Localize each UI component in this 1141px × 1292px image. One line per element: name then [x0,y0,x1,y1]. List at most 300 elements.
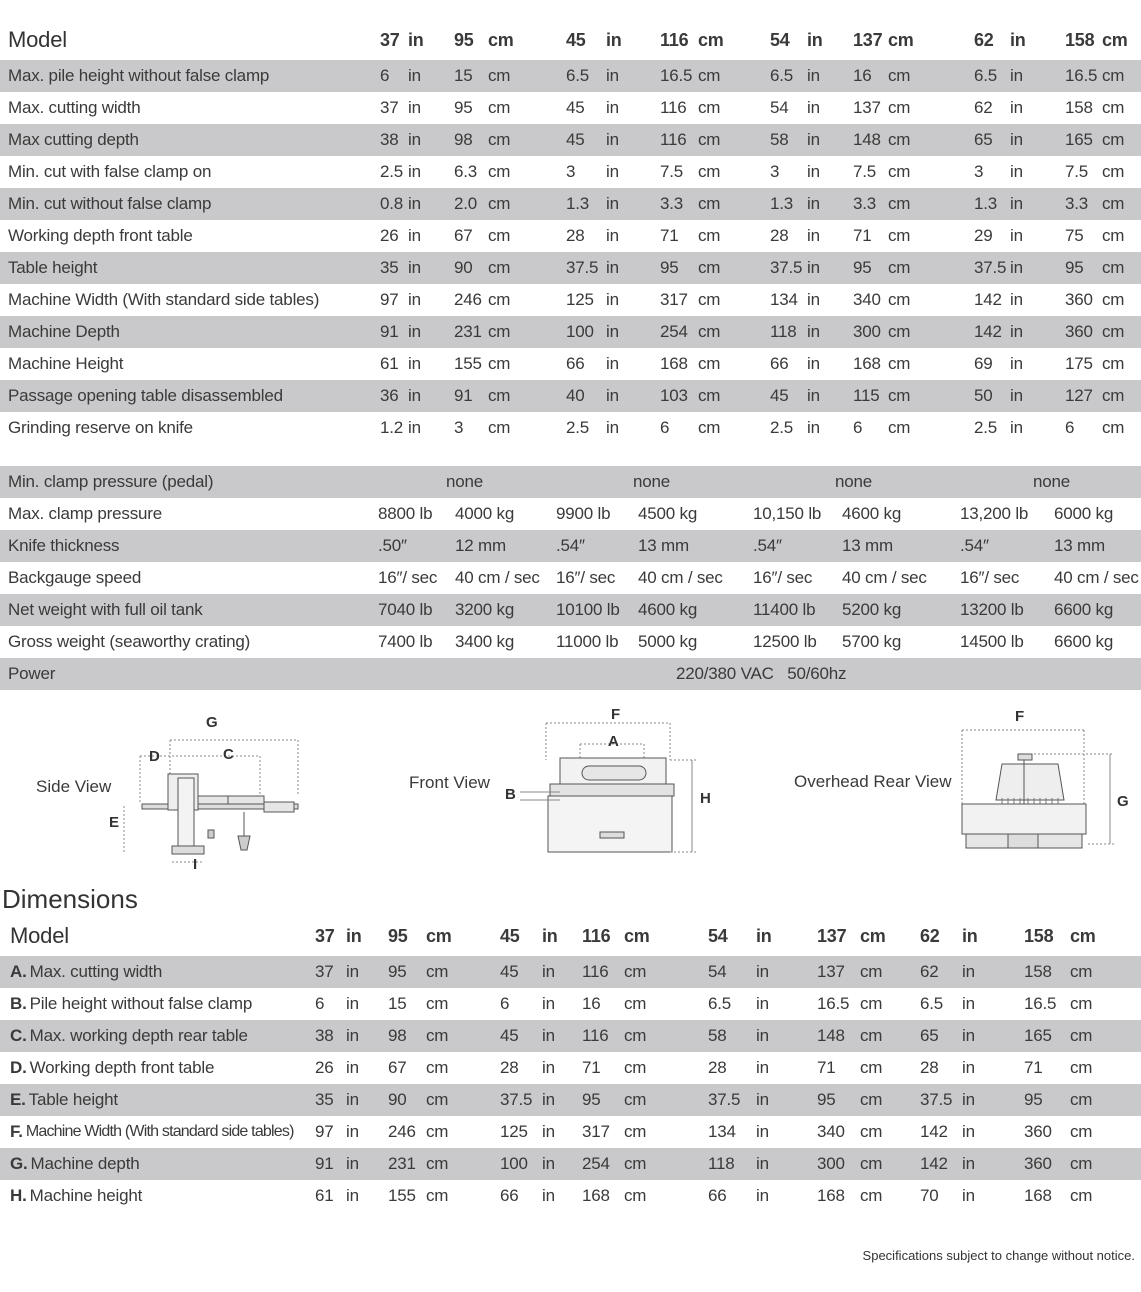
unit-in: in [807,386,820,405]
unit-cm: cm [698,290,721,309]
clamp-min-row [0,466,1141,498]
unit-cm: cm [1070,1058,1093,1077]
row-label: Min. clamp pressure (pedal) [8,472,214,491]
rear-view-label: Overhead Rear View [794,772,952,791]
spec-row [0,60,1141,92]
row-label: Max cutting depth [8,130,139,149]
row-label: Machine Height [8,354,124,373]
unit-in: in [807,226,820,245]
value-cm: 231 [454,322,482,341]
unit-cm: cm [1102,258,1125,277]
value-imperial: .54″ [556,536,585,555]
value-cm: 116 [582,962,609,981]
value-in: 29 [974,226,993,245]
unit-cm: cm [1070,1122,1093,1141]
unit-cm: cm [426,1122,449,1141]
rear-view-drawing [958,726,1118,852]
unit-in: in [1010,258,1023,277]
unit-in: in [606,162,619,181]
value-in: 2.5 [770,418,794,437]
value-cm: 71 [582,1058,601,1077]
value-in: 0.8 [380,194,404,213]
value-in: 35 [315,1090,334,1109]
value-imperial: 10100 lb [556,600,620,619]
unit-cm: cm [698,258,721,277]
value-cm: 116 [660,98,687,117]
unit-cm: cm [888,29,914,50]
value-cm: 158 [1065,98,1093,117]
value-cm: 90 [454,258,473,277]
value-in: 66 [500,1186,519,1205]
unit-in: in [962,1026,975,1045]
value-in: 6 [380,66,390,85]
value-cm: 300 [817,1154,845,1173]
value-in: 65 [920,1026,939,1045]
value-cm: 148 [817,1026,845,1045]
unit-cm: cm [426,925,452,946]
row-label: Gross weight (seaworthy crating) [8,632,251,651]
value-in: 125 [566,290,594,309]
unit-cm: cm [860,994,883,1013]
value-cm: 16 [582,994,601,1013]
unit-cm: cm [860,925,886,946]
unit-in: in [807,194,820,213]
value-in: 1.3 [566,194,590,213]
value-cm: 137 [817,962,845,981]
side-letter-e: E [109,814,120,831]
unit-cm: cm [426,1058,449,1077]
unit-in: in [542,962,555,981]
dimension-letter: E. [10,1090,26,1109]
value-in: 37.5 [770,258,803,277]
unit-cm: cm [698,386,721,405]
value-cm: 16.5 [660,66,693,85]
value-cm: 6 [853,418,863,437]
unit-cm: cm [426,1090,449,1109]
dimension-row [0,988,1141,1020]
value-in: 3 [974,162,984,181]
value-in: 6.5 [566,66,590,85]
unit-in: in [606,354,619,373]
value-cm: 95 [853,258,872,277]
spec2-row [0,562,1141,594]
value-in: 37.5 [920,1090,953,1109]
unit-in: in [408,130,421,149]
value-metric: 13 mm [842,536,893,555]
unit-in: in [807,258,820,277]
value-in: 2.5 [566,418,590,437]
dimension-letter: H. [10,1186,27,1205]
row-label: Max. pile height without false clamp [8,66,270,85]
unit-in: in [1010,194,1023,213]
unit-cm: cm [888,66,911,85]
unit-in: in [542,1154,555,1173]
value-in: 3 [770,162,780,181]
unit-cm: cm [860,1186,883,1205]
value-in: 50 [974,386,993,405]
unit-in: in [807,98,820,117]
unit-cm: cm [698,130,721,149]
value-in: 45 [566,98,585,117]
specs2-table [0,466,1141,690]
row-label: Min. cut with false clamp on [8,162,212,181]
value-cm: 3.3 [1065,194,1089,213]
unit-cm: cm [888,418,911,437]
unit-cm: cm [488,98,511,117]
unit-cm: cm [1070,1154,1093,1173]
value-cm: 115 [853,386,880,405]
value-in: 142 [920,1122,948,1141]
value-cm: 340 [853,290,881,309]
value-cm: 7.5 [1065,162,1089,181]
unit-in: in [408,29,424,50]
row-label: Min. cut without false clamp [8,194,212,213]
value-imperial: 16″/ sec [960,568,1020,587]
model-1-cm: 95 [454,29,474,50]
value-in: 118 [708,1154,735,1173]
unit-in: in [962,1186,975,1205]
value-cm: 254 [660,322,688,341]
value-imperial: 11000 lb [556,632,619,651]
value-cm: 317 [582,1122,610,1141]
unit-in: in [408,226,421,245]
value-cm: 168 [853,354,881,373]
value-imperial: .50″ [378,536,407,555]
unit-cm: cm [1102,386,1125,405]
unit-in: in [606,322,619,341]
value-cell: none [835,472,873,491]
unit-cm: cm [698,66,721,85]
value-cm: 67 [388,1058,407,1077]
rear-letter-g: G [1117,793,1129,810]
model-3-cm: 137 [817,925,847,946]
unit-cm: cm [1070,962,1093,981]
value-in: 6.5 [920,994,944,1013]
spec-row [0,188,1141,220]
value-imperial: 11400 lb [753,600,816,619]
value-cm: 360 [1065,290,1093,309]
unit-in: in [756,994,769,1013]
unit-cm: cm [888,130,911,149]
unit-cm: cm [488,418,511,437]
unit-cm: cm [1070,925,1096,946]
value-in: 28 [770,226,789,245]
unit-cm: cm [1102,130,1125,149]
unit-cm: cm [860,962,883,981]
front-letter-a: A [608,733,619,750]
front-letter-h: H [700,790,711,807]
value-metric: 12 mm [455,536,506,555]
value-metric: 4600 kg [638,600,698,619]
rear-letter-f: F [1015,708,1025,725]
value-in: 62 [920,962,939,981]
value-cm: 116 [660,130,687,149]
value-in: 45 [500,962,519,981]
value-metric: 6600 kg [1054,632,1114,651]
model-3-in: 54 [708,925,728,946]
value-imperial: 8800 lb [378,504,433,523]
row-label: Power [8,664,56,683]
value-in: 58 [770,130,789,149]
model-2-cm: 116 [582,925,611,946]
model-1-cm: 95 [388,925,408,946]
value-in: 97 [380,290,399,309]
model-3-in: 54 [770,29,790,50]
unit-in: in [606,226,619,245]
value-cm: 16.5 [817,994,850,1013]
unit-cm: cm [426,1154,449,1173]
row-label [10,1084,118,1116]
value-metric: 40 cm / sec [842,568,927,587]
value-in: 97 [315,1122,334,1141]
row-label: Working depth front table [8,226,193,245]
spec-row [0,156,1141,188]
unit-in: in [807,66,820,85]
specs-header-label: Model [8,27,67,52]
row-label: Machine Width (With standard side tables) [8,290,320,309]
unit-in: in [542,1122,555,1141]
row-label [10,1116,294,1148]
value-in: 91 [380,322,399,341]
dimensions-title: Dimensions [2,884,138,914]
value-in: 142 [974,290,1002,309]
value-metric: 4600 kg [842,504,902,523]
value-cm: 360 [1024,1122,1052,1141]
value-metric: 40 cm / sec [638,568,723,587]
value-cm: 90 [388,1090,407,1109]
unit-cm: cm [624,925,650,946]
value-in: 26 [380,226,399,245]
value-cm: 6 [1065,418,1075,437]
model-4-in: 62 [974,29,994,50]
unit-in: in [756,1090,769,1109]
value-cm: 246 [388,1122,416,1141]
unit-cm: cm [1102,322,1125,341]
spec-row [0,252,1141,284]
unit-in: in [807,29,823,50]
model-4-cm: 158 [1024,925,1054,946]
unit-cm: cm [1102,194,1125,213]
value-imperial: 13,200 lb [960,504,1029,523]
value-cm: 95 [388,962,407,981]
value-in: 40 [566,386,585,405]
power-row [0,658,1141,690]
value-in: 61 [315,1186,334,1205]
unit-in: in [807,418,820,437]
unit-in: in [346,994,359,1013]
value-cm: 3.3 [660,194,684,213]
front-letter-b: B [505,786,516,803]
unit-in: in [606,386,619,405]
unit-in: in [408,418,421,437]
unit-in: in [346,1122,359,1141]
value-metric: 40 cm / sec [1054,568,1139,587]
value-in: 45 [500,1026,519,1045]
unit-cm: cm [488,162,511,181]
dimension-label: Max. cutting width [29,962,163,981]
unit-cm: cm [860,1122,883,1141]
value-in: 6.5 [708,994,732,1013]
value-imperial: 7040 lb [378,600,433,619]
row-label [10,1148,139,1180]
value-cm: 15 [454,66,473,85]
dimension-label: Max. working depth rear table [29,1026,248,1045]
value-metric: 13 mm [638,536,689,555]
value-cm: 148 [853,130,881,149]
row-label: Max. cutting width [8,98,141,117]
dimension-letter: F. [10,1122,23,1141]
value-in: 61 [380,354,399,373]
unit-cm: cm [624,1154,647,1173]
dimension-letter: B. [10,994,27,1013]
value-cell: none [1033,472,1071,491]
value-in: 54 [770,98,789,117]
unit-in: in [542,994,555,1013]
side-letter-i: I [193,856,198,873]
unit-in: in [756,1154,769,1173]
specs-table [0,20,1141,444]
unit-cm: cm [860,1026,883,1045]
spec2-row [0,530,1141,562]
value-cm: 103 [660,386,688,405]
power-value: 220/380 VAC 50/60hz [676,664,847,683]
unit-cm: cm [888,226,911,245]
value-in: 1.3 [770,194,794,213]
unit-cm: cm [698,354,721,373]
value-cm: 168 [660,354,688,373]
unit-cm: cm [488,226,511,245]
spec2-row [0,498,1141,530]
unit-in: in [408,386,421,405]
value-in: 37.5 [500,1090,533,1109]
value-imperial: 16″/ sec [556,568,616,587]
value-cm: 95 [454,98,473,117]
value-metric: 5700 kg [842,632,902,651]
value-cm: 231 [388,1154,416,1173]
value-in: 134 [770,290,798,309]
model-4-cm: 158 [1065,29,1095,50]
value-in: 142 [974,322,1002,341]
value-cm: 360 [1024,1154,1052,1173]
unit-cm: cm [1102,418,1125,437]
dimensions-table [0,916,1141,1212]
value-metric: 3200 kg [455,600,515,619]
dimension-letter: G. [10,1154,28,1173]
value-in: 37 [315,962,334,981]
unit-in: in [807,130,820,149]
value-in: 125 [500,1122,528,1141]
unit-cm: cm [488,290,511,309]
value-cell: none [446,472,484,491]
value-cm: 155 [454,354,482,373]
model-2-cm: 116 [660,29,689,50]
row-label [10,1180,142,1212]
side-letter-d: D [149,748,160,765]
value-cm: 16.5 [1024,994,1057,1013]
dimension-label: Pile height without false clamp [29,994,253,1013]
unit-in: in [606,130,619,149]
value-cm: 98 [388,1026,407,1045]
spec-row [0,316,1141,348]
value-in: 66 [708,1186,727,1205]
value-cm: 127 [1065,386,1093,405]
value-in: 1.2 [380,418,404,437]
value-imperial: .54″ [960,536,989,555]
unit-in: in [606,258,619,277]
unit-in: in [962,1154,975,1173]
unit-cm: cm [888,98,911,117]
unit-cm: cm [1102,226,1125,245]
unit-in: in [1010,290,1023,309]
dimension-label: Working depth front table [29,1058,215,1077]
dims-header-row [0,916,1141,956]
value-imperial: 14500 lb [960,632,1024,651]
value-cell: none [633,472,671,491]
value-in: 91 [315,1154,334,1173]
value-in: 37.5 [566,258,599,277]
value-metric: 5200 kg [842,600,902,619]
unit-cm: cm [888,194,911,213]
value-in: 37 [380,98,399,117]
unit-in: in [1010,322,1023,341]
dimension-letter: D. [10,1058,27,1077]
value-in: 65 [974,130,993,149]
value-imperial: 12500 lb [753,632,817,651]
unit-in: in [606,290,619,309]
dimension-row [0,1180,1141,1212]
value-in: 58 [708,1026,727,1045]
row-label [10,1052,214,1084]
value-in: 2.5 [974,418,998,437]
unit-in: in [1010,226,1023,245]
value-imperial: 16″/ sec [753,568,813,587]
unit-in: in [962,925,978,946]
unit-in: in [408,194,421,213]
unit-in: in [542,1026,555,1045]
dimension-letter: C. [10,1026,27,1045]
unit-cm: cm [624,1026,647,1045]
value-cm: 175 [1065,354,1093,373]
unit-in: in [756,1058,769,1077]
model-2-in: 45 [566,29,586,50]
unit-cm: cm [698,162,721,181]
value-cm: 3.3 [853,194,877,213]
value-in: 38 [315,1026,334,1045]
unit-cm: cm [1070,1186,1093,1205]
specs-header-row [0,20,1141,60]
value-in: 3 [566,162,576,181]
unit-in: in [1010,29,1026,50]
value-cm: 340 [817,1122,845,1141]
unit-in: in [542,1090,555,1109]
value-in: 66 [566,354,585,373]
unit-cm: cm [698,194,721,213]
unit-in: in [346,925,362,946]
unit-in: in [606,66,619,85]
value-cm: 155 [388,1186,416,1205]
unit-in: in [1010,386,1023,405]
value-metric: 6600 kg [1054,600,1114,619]
value-cm: 116 [582,1026,609,1045]
value-in: 37.5 [974,258,1007,277]
unit-cm: cm [488,354,511,373]
unit-in: in [1010,354,1023,373]
row-label [10,1020,248,1052]
value-in: 37.5 [708,1090,741,1109]
row-label: Knife thickness [8,536,120,555]
value-in: 36 [380,386,399,405]
unit-cm: cm [860,1090,883,1109]
